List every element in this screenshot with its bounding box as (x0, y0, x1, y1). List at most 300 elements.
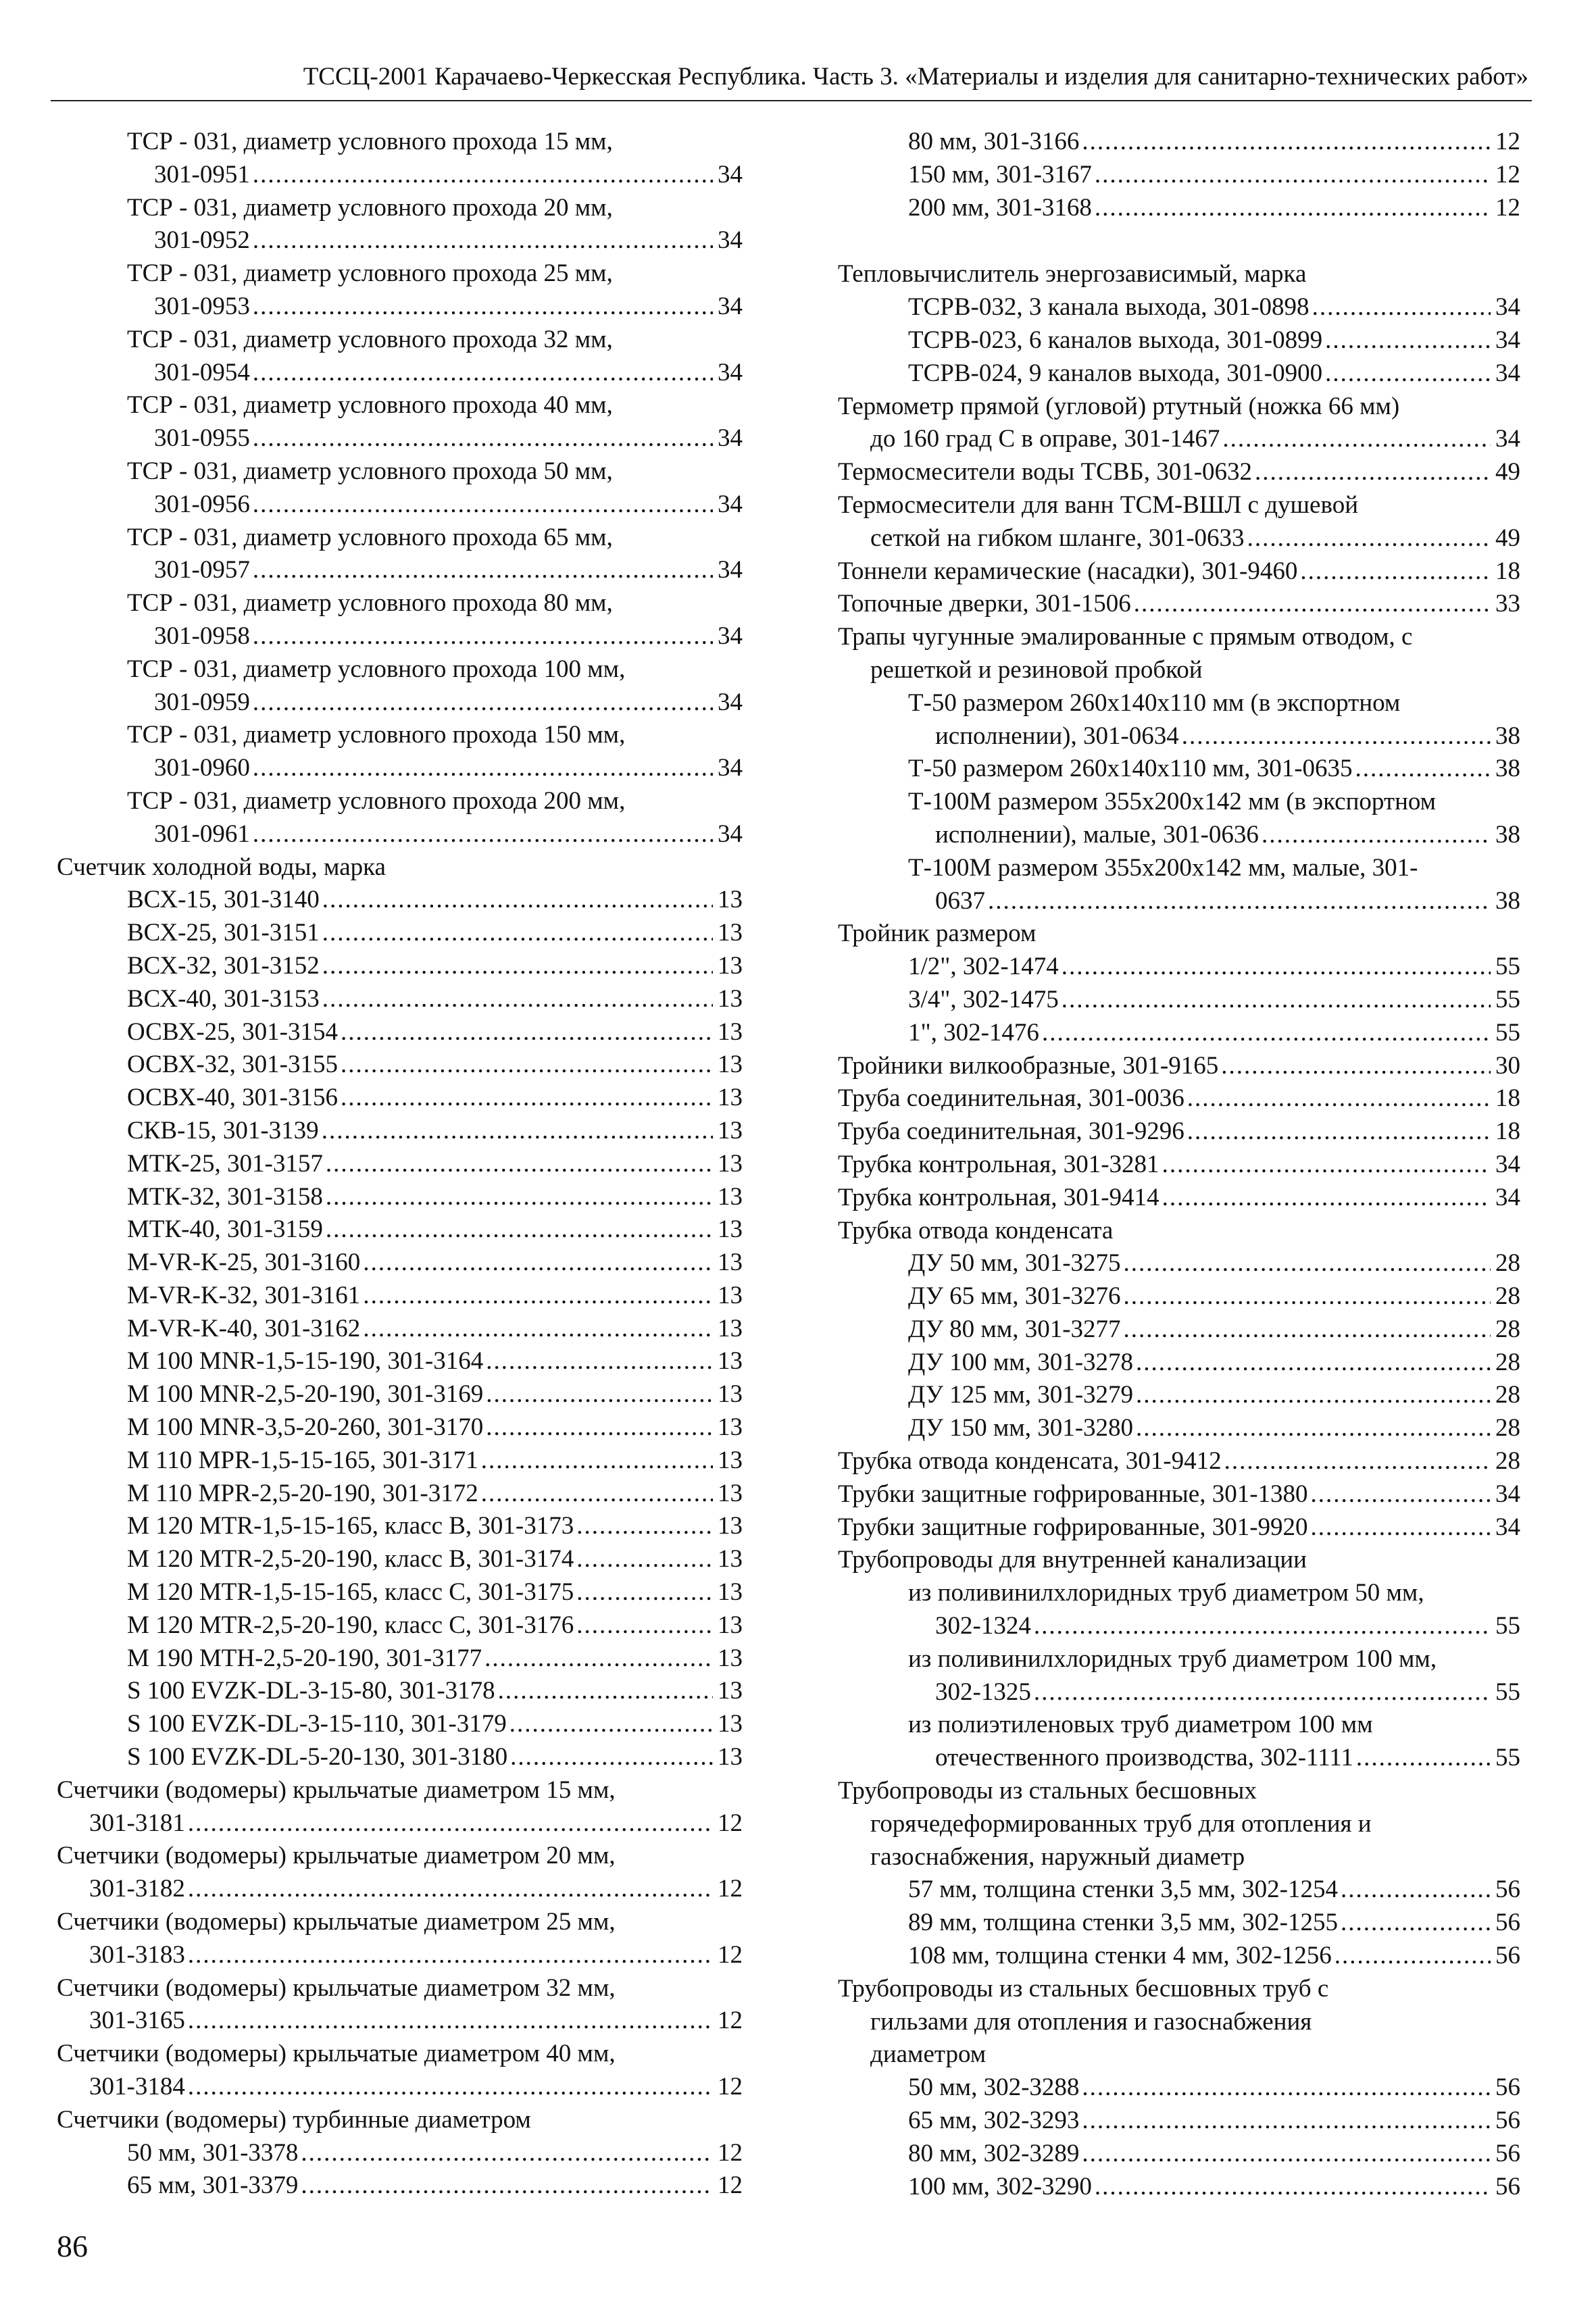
dot-leader (481, 1444, 713, 1478)
entry-text: Счетчики (водомеры) турбинные диаметром (57, 2105, 531, 2134)
entry-text: 301-0953 (154, 292, 250, 320)
index-entry (57, 1247, 743, 1280)
entry-text: ТСР - 031, диаметр условного прохода 32 мм, (127, 325, 613, 353)
entry-text: ТСРВ-024, 9 каналов выхода, 301-0900 (908, 359, 1323, 387)
index-entry (57, 1313, 743, 1346)
index-entry (57, 2169, 743, 2203)
entry-page-number: 55 (1495, 1612, 1520, 1640)
dot-leader (326, 1213, 713, 1247)
entry-page-number: 13 (718, 919, 743, 947)
entry-text: 301-0960 (154, 754, 250, 782)
entry-text: Тепловычислитель энергозависимый, марка (838, 260, 1307, 288)
entry-page-number: 13 (718, 1710, 743, 1738)
entry-text: Труба соединительная, 301-0036 (838, 1084, 1184, 1113)
entry-text: Трубки защитные гофрированные, 301-1380 (838, 1480, 1308, 1508)
index-heading (838, 391, 1520, 424)
dot-leader (1187, 1115, 1491, 1149)
entry-text: Трубопроводы из стальных бесшовных труб с (838, 1974, 1329, 2003)
index-entry (838, 423, 1520, 456)
dot-leader (1224, 1445, 1491, 1478)
dot-leader (322, 950, 713, 983)
entry-text: M 120 MTR-1,5-15-165, класс С, 301-3175 (127, 1578, 574, 1607)
dot-leader (1247, 522, 1491, 555)
entry-text: 301-0957 (154, 556, 250, 584)
entry-text: 1/2", 302-1474 (908, 953, 1059, 981)
index-entry (57, 1543, 743, 1576)
entry-text: 302-1324 (935, 1612, 1031, 1640)
entry-page-number: 34 (1495, 293, 1520, 322)
dot-leader (1311, 1478, 1491, 1511)
entry-text: M-VR-K-25, 301-3160 (127, 1249, 361, 1277)
entry-page-number: 55 (1495, 953, 1520, 981)
dot-leader (1095, 192, 1491, 225)
index-heading (838, 1973, 1520, 2006)
dot-leader (1300, 555, 1491, 588)
entry-text: ДУ 50 мм, 301-3275 (908, 1249, 1121, 1278)
index-heading (838, 2006, 1520, 2039)
entry-page-number: 30 (1495, 1051, 1520, 1080)
dot-leader (301, 2169, 713, 2203)
entry-page-number: 28 (1495, 1348, 1520, 1376)
dot-leader (509, 1708, 713, 1741)
dot-leader (1221, 1050, 1491, 1083)
entry-text: 301-0959 (154, 688, 250, 716)
entry-text: исполнении), малые, 301-0636 (935, 820, 1259, 849)
index-entry (838, 2171, 1520, 2204)
dot-leader (1136, 1379, 1491, 1412)
index-heading (838, 258, 1520, 291)
entry-text: M 110 MPR-2,5-20-190, 301-3172 (127, 1479, 478, 1507)
index-entry (57, 2137, 743, 2170)
index-entry (57, 884, 743, 917)
entry-page-number: 13 (718, 1578, 743, 1607)
entry-page-number: 13 (718, 1149, 743, 1178)
dot-leader (498, 1675, 713, 1708)
entry-page-number: 34 (1495, 326, 1520, 354)
entry-text: ДУ 100 мм, 301-3278 (908, 1348, 1134, 1376)
entry-text: Тоннели керамические (насадки), 301-9460 (838, 557, 1298, 585)
index-entry (57, 1939, 743, 1972)
index-heading (57, 522, 743, 555)
entry-text: ОСВХ-32, 301-3155 (127, 1051, 338, 1079)
entry-page-number: 34 (718, 358, 743, 386)
entry-text: отечественного производства, 302-1111 (935, 1744, 1353, 1772)
entry-text: ТСРВ-023, 6 каналов выхода, 301-0899 (908, 326, 1323, 354)
index-entry (838, 1313, 1520, 1347)
dot-leader (253, 620, 713, 653)
entry-page-number: 34 (718, 292, 743, 320)
entry-text: 65 мм, 302-3293 (908, 2107, 1080, 2135)
dot-leader (253, 686, 713, 720)
dot-leader (326, 1181, 713, 1214)
entry-text: M 100 MNR-3,5-20-260, 301-3170 (127, 1413, 484, 1442)
dot-leader (322, 983, 713, 1016)
index-entry (838, 291, 1520, 324)
entry-text: из полиэтиленовых труб диаметром 100 мм (908, 1711, 1373, 1739)
entry-page-number: 13 (718, 1084, 743, 1112)
index-entry (57, 357, 743, 390)
entry-text: ВСХ-15, 301-3140 (127, 886, 320, 914)
entry-text: S 100 EVZK-DL-3-15-80, 301-3178 (127, 1677, 495, 1705)
index-entry (57, 1642, 743, 1676)
index-heading (838, 2038, 1520, 2071)
dot-leader (1341, 1873, 1491, 1907)
entry-text: 0637 (935, 886, 985, 915)
dot-leader (363, 1247, 713, 1280)
index-entry (838, 126, 1520, 159)
index-entry (57, 1708, 743, 1741)
dot-leader (486, 1345, 713, 1378)
entry-text: 65 мм, 301-3379 (127, 2171, 299, 2200)
index-heading (838, 1775, 1520, 1808)
dot-leader (1341, 1907, 1491, 1940)
index-entry (57, 1576, 743, 1609)
index-entry (838, 588, 1520, 621)
dot-leader (1124, 1313, 1491, 1347)
index-entry (838, 885, 1520, 918)
index-entry (838, 753, 1520, 786)
index-entry (838, 324, 1520, 357)
entry-text: M 120 MTR-2,5-20-190, класс В, 301-3174 (127, 1545, 574, 1574)
entry-text: 301-0954 (154, 358, 250, 386)
entry-text: Труба соединительная, 301-9296 (838, 1117, 1184, 1146)
index-entry (838, 1412, 1520, 1445)
entry-page-number: 38 (1495, 722, 1520, 750)
dot-leader (363, 1313, 713, 1346)
index-entry (57, 818, 743, 851)
index-heading (57, 324, 743, 357)
index-entry (838, 1511, 1520, 1544)
entry-text: Трубка отвода конденсата, 301-9412 (838, 1447, 1222, 1476)
dot-leader (341, 1082, 713, 1115)
dot-leader (1082, 126, 1491, 159)
entry-text: 150 мм, 301-3167 (908, 160, 1092, 188)
dot-leader (988, 885, 1491, 918)
dot-leader (1356, 1742, 1491, 1775)
index-entry (838, 2105, 1520, 2138)
index-entry (838, 1050, 1520, 1083)
entry-page-number: 18 (1495, 557, 1520, 585)
entry-page-number: 34 (718, 820, 743, 848)
entry-page-number: 34 (718, 622, 743, 650)
entry-text: ОСВХ-40, 301-3156 (127, 1084, 338, 1112)
entry-text: ТСР - 031, диаметр условного прохода 200 мм, (127, 786, 626, 815)
entry-page-number: 13 (718, 984, 743, 1013)
entry-text: 301-0951 (154, 160, 250, 188)
entry-page-number: 55 (1495, 1018, 1520, 1047)
entry-page-number: 56 (1495, 2172, 1520, 2200)
entry-text: 301-0958 (154, 622, 250, 650)
dot-leader (253, 159, 713, 192)
entry-text: M 120 MTR-2,5-20-190, класс С, 301-3176 (127, 1611, 574, 1639)
entry-text: 1", 302-1476 (908, 1018, 1039, 1047)
index-heading (838, 1709, 1520, 1742)
entry-text: МТК-25, 301-3157 (127, 1149, 323, 1178)
entry-text: Тройник размером (838, 920, 1037, 948)
entry-page-number: 13 (718, 1347, 743, 1376)
entry-page-number: 28 (1495, 1414, 1520, 1442)
index-entry (57, 488, 743, 522)
entry-text: ТСР - 031, диаметр условного прохода 50 мм, (127, 457, 613, 485)
entry-page-number: 28 (1495, 1315, 1520, 1343)
index-entry (57, 1444, 743, 1478)
dot-leader (1034, 1676, 1491, 1709)
dot-leader (1222, 423, 1491, 456)
index-heading (57, 192, 743, 225)
entry-text: Счетчик холодной воды, марка (57, 853, 386, 881)
dot-leader (253, 488, 713, 522)
entry-text: 301-0956 (154, 490, 250, 518)
entry-text: M-VR-K-40, 301-3162 (127, 1314, 361, 1342)
dot-leader (1082, 2071, 1491, 2105)
entry-page-number: 49 (1495, 458, 1520, 486)
entry-page-number: 18 (1495, 1084, 1520, 1113)
entry-page-number: 13 (718, 1281, 743, 1309)
index-heading (57, 2104, 743, 2137)
dot-leader (253, 357, 713, 390)
entry-text: горячедеформированных труб для отопления и (870, 1809, 1372, 1838)
index-entry (838, 522, 1520, 555)
entry-page-number: 56 (1495, 2107, 1520, 2135)
entry-page-number: 34 (718, 160, 743, 188)
index-entry (57, 1280, 743, 1313)
entry-page-number: 34 (1495, 359, 1520, 387)
entry-text: СКВ-15, 301-3139 (127, 1116, 319, 1145)
dot-leader (188, 1807, 713, 1840)
entry-text: 89 мм, толщина стенки 3,5 мм, 302-1255 (908, 1909, 1338, 1937)
index-entry (57, 159, 743, 192)
dot-leader (1124, 1280, 1491, 1313)
index-entry (838, 1940, 1520, 1973)
dot-leader (1062, 984, 1491, 1017)
entry-page-number: 13 (718, 1545, 743, 1574)
index-entry (57, 917, 743, 950)
entry-page-number: 13 (718, 1677, 743, 1705)
entry-text: МТК-32, 301-3158 (127, 1182, 323, 1211)
dot-leader (253, 224, 713, 257)
entry-text: решеткой и резиновой пробкой (870, 655, 1203, 684)
entry-text: Счетчики (водомеры) крыльчатые диаметром 20 мм, (57, 1842, 616, 1870)
index-entry (838, 456, 1520, 489)
dot-leader (1182, 720, 1491, 753)
index-entry (57, 620, 743, 653)
index-heading (838, 786, 1520, 819)
index-entry (57, 1049, 743, 1082)
entry-text: 50 мм, 302-3288 (908, 2073, 1080, 2102)
dot-leader (1187, 1082, 1491, 1115)
entry-text: 301-0952 (154, 226, 250, 255)
entry-page-number: 56 (1495, 1942, 1520, 1970)
index-entry (57, 1378, 743, 1411)
entry-text: S 100 EVZK-DL-5-20-130, 301-3180 (127, 1743, 508, 1771)
entry-text: Т-100М размером 355х200х142 мм (в экспортном (908, 788, 1437, 816)
entry-text: Счетчики (водомеры) крыльчатые диаметром 40 мм, (57, 2040, 616, 2068)
entry-text: Т-100М размером 355х200х142 мм, малые, 301- (908, 853, 1418, 882)
dot-leader (301, 2137, 713, 2170)
index-heading (57, 2038, 743, 2071)
dot-leader (1082, 2138, 1491, 2171)
entry-text: ТСР - 031, диаметр условного прохода 80 мм, (127, 589, 613, 618)
entry-page-number: 38 (1495, 886, 1520, 915)
index-column-left (57, 126, 743, 2203)
entry-page-number: 38 (1495, 820, 1520, 849)
dot-leader (1312, 291, 1491, 324)
entry-page-number: 34 (718, 424, 743, 453)
index-heading (838, 1841, 1520, 1874)
entry-text: 57 мм, толщина стенки 3,5 мм, 302-1254 (908, 1876, 1338, 1904)
index-entry (57, 1082, 743, 1115)
entry-page-number: 13 (718, 1644, 743, 1672)
entry-page-number: 12 (1495, 160, 1520, 188)
entry-page-number: 12 (1495, 128, 1520, 155)
entry-page-number: 13 (718, 1116, 743, 1145)
entry-page-number: 13 (718, 1182, 743, 1211)
entry-page-number: 12 (718, 1875, 743, 1903)
entry-text: ДУ 150 мм, 301-3280 (908, 1414, 1134, 1442)
index-heading (57, 1840, 743, 1873)
index-heading (57, 1972, 743, 2005)
entry-page-number: 12 (718, 1940, 743, 1969)
index-entry (57, 686, 743, 720)
index-heading (57, 257, 743, 291)
index-heading (838, 1643, 1520, 1676)
entry-text: Трубка контрольная, 301-9414 (838, 1183, 1159, 1211)
entry-text: 3/4", 302-1475 (908, 985, 1059, 1013)
entry-page-number: 34 (718, 688, 743, 716)
index-entry (838, 1379, 1520, 1412)
entry-text: Т-50 размером 260х140х110 мм (в экспортном (908, 688, 1401, 717)
entry-text: ВСХ-32, 301-3152 (127, 951, 320, 980)
entry-text: 301-0961 (154, 820, 250, 848)
dot-leader (1042, 1017, 1491, 1050)
entry-text: ТСРВ-032, 3 канала выхода, 301-0898 (908, 293, 1310, 322)
dot-leader (1355, 753, 1491, 786)
entry-page-number: 28 (1495, 1381, 1520, 1409)
entry-text: 80 мм, 302-3289 (908, 2139, 1080, 2167)
entry-text: Счетчики (водомеры) крыльчатые диаметром 15 мм, (57, 1776, 616, 1804)
index-entry (838, 984, 1520, 1017)
dot-leader (576, 1609, 713, 1642)
entry-page-number: 12 (718, 2007, 743, 2035)
index-entry (838, 159, 1520, 192)
entry-text: M 100 MNR-2,5-20-190, 301-3169 (127, 1380, 484, 1409)
entry-text: 301-3181 (89, 1809, 185, 1837)
entry-text: Трапы чугунные эмалированные с прямым отводом, с (838, 623, 1413, 651)
entry-text: 301-3183 (89, 1940, 185, 1969)
index-entry (57, 2071, 743, 2104)
dot-leader (1325, 324, 1491, 357)
entry-text: Трубопроводы для внутренней канализации (838, 1546, 1307, 1574)
entry-text: из поливинилхлоридных труб диаметром 100 мм, (908, 1644, 1437, 1673)
entry-page-number: 55 (1495, 1744, 1520, 1772)
dot-leader (1134, 588, 1491, 621)
entry-text: Счетчики (водомеры) крыльчатые диаметром 25 мм, (57, 1908, 616, 1936)
index-entry (838, 1742, 1520, 1775)
index-entry (838, 1149, 1520, 1182)
index-entry (838, 2071, 1520, 2105)
index-heading (57, 126, 743, 159)
index-entry (57, 1148, 743, 1181)
entry-page-number: 34 (1495, 1150, 1520, 1178)
index-entry (838, 2138, 1520, 2171)
index-entry (57, 1510, 743, 1543)
entry-page-number: 28 (1495, 1447, 1520, 1476)
entry-text: 301-3184 (89, 2073, 185, 2101)
index-entry (57, 2005, 743, 2038)
entry-text: 108 мм, толщина стенки 4 мм, 302-1256 (908, 1942, 1332, 1970)
dot-leader (188, 1939, 713, 1972)
index-entry (838, 1017, 1520, 1050)
index-entry (838, 1082, 1520, 1115)
index-heading (838, 621, 1520, 654)
entry-page-number: 13 (718, 1380, 743, 1409)
entry-text: МТК-40, 301-3159 (127, 1215, 323, 1244)
dot-leader (188, 2005, 713, 2038)
index-entry (57, 752, 743, 785)
entry-page-number: 34 (718, 226, 743, 255)
entry-text: M 110 MPR-1,5-15-165, 301-3171 (127, 1446, 478, 1474)
index-entry (57, 1478, 743, 1511)
dot-leader (1136, 1347, 1491, 1380)
index-entry (57, 983, 743, 1016)
entry-text: Трубки защитные гофрированные, 301-9920 (838, 1513, 1308, 1541)
entry-text: ТСР - 031, диаметр условного прохода 150 мм, (127, 721, 626, 749)
page-number: 86 (57, 2229, 88, 2263)
entry-page-number: 12 (718, 1809, 743, 1837)
index-entry (57, 1016, 743, 1049)
dot-leader (341, 1049, 713, 1082)
entry-page-number: 34 (1495, 1480, 1520, 1508)
index-entry (838, 1445, 1520, 1478)
dot-leader (253, 818, 713, 851)
entry-page-number: 55 (1495, 985, 1520, 1013)
header-rule (51, 100, 1532, 101)
index-entry (57, 1213, 743, 1247)
index-heading (57, 851, 743, 884)
entry-page-number: 28 (1495, 1282, 1520, 1311)
entry-text: Тройники вилкообразные, 301-9165 (838, 1051, 1219, 1080)
index-entry (57, 1181, 743, 1214)
dot-leader (188, 1873, 713, 1906)
index-entry (838, 1280, 1520, 1313)
entry-text: Т-50 размером 260х140х110 мм, 301-0635 (908, 755, 1353, 783)
entry-text: до 160 град С в оправе, 301-1467 (870, 425, 1220, 453)
entry-text: M 100 MNR-1,5-15-190, 301-3164 (127, 1347, 484, 1376)
dot-leader (188, 2071, 713, 2104)
entry-page-number: 13 (718, 1017, 743, 1046)
entry-text: Термометр прямой (угловой) ртутный (ножка 66 мм) (838, 392, 1400, 420)
index-heading (838, 917, 1520, 951)
dot-leader (486, 1411, 713, 1444)
index-entry (838, 1873, 1520, 1907)
index-heading (57, 587, 743, 620)
index-entry (838, 1247, 1520, 1280)
index-entry (57, 554, 743, 587)
index-entry (838, 192, 1520, 225)
dot-leader (481, 1478, 713, 1511)
entry-text: газоснабжения, наружный диаметр (870, 1842, 1245, 1871)
entry-page-number: 56 (1495, 2073, 1520, 2102)
index-heading (57, 1906, 743, 1939)
index-entry (838, 1182, 1520, 1215)
dot-leader (1162, 1182, 1491, 1215)
entry-page-number: 33 (1495, 590, 1520, 618)
entry-page-number: 56 (1495, 1876, 1520, 1904)
index-entry (57, 1807, 743, 1840)
dot-leader (1162, 1149, 1491, 1182)
entry-text: ТСР - 031, диаметр условного прохода 25 мм, (127, 259, 613, 288)
dot-leader (1325, 357, 1491, 391)
